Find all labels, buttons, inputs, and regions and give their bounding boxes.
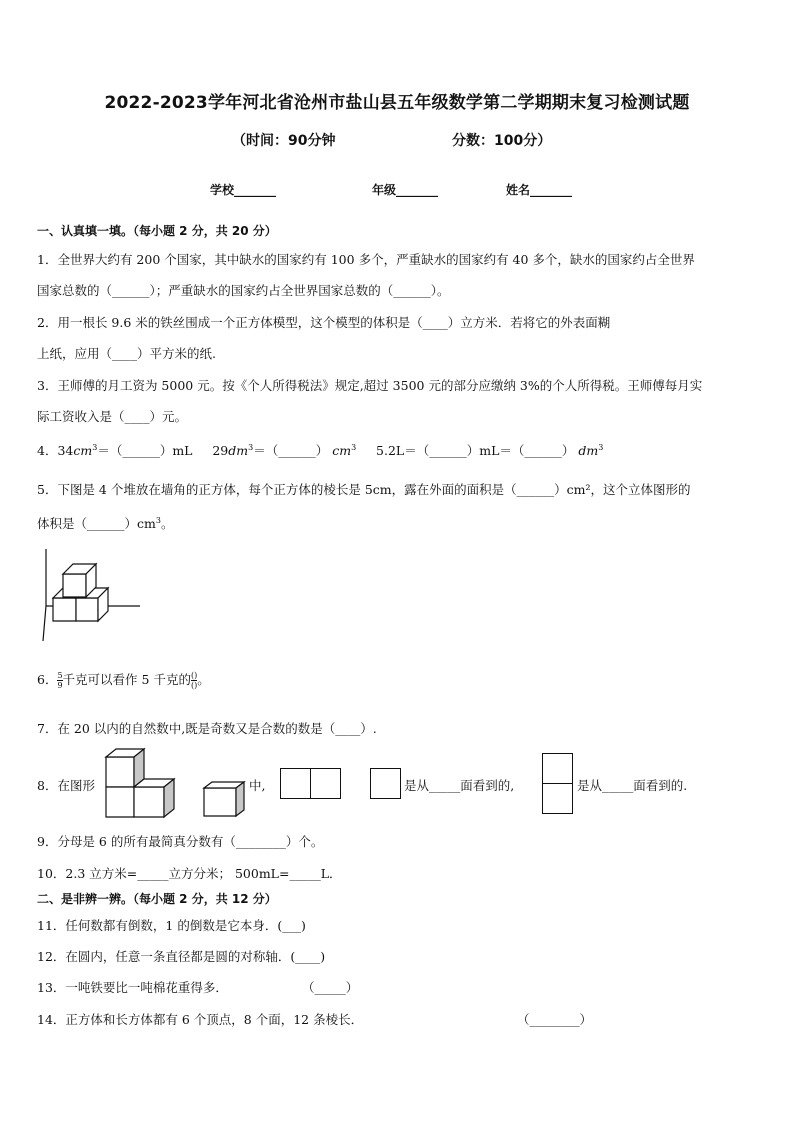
page-title: 2022-2023学年河北省沧州市盐山县五年级数学第二学期期末复习检测试题 [104, 93, 690, 113]
q6-answer-num: () [190, 671, 198, 680]
view-two-squares-right [310, 768, 341, 799]
question-8-mid: 中, [249, 778, 266, 793]
question-11: 11．任何数都有倒数，1 的倒数是它本身．(___) [37, 918, 306, 933]
question-2-line-2: 上纸，应用（____）平方米的纸. [37, 346, 216, 361]
view-two-squares-left [280, 768, 311, 799]
view-single-square [370, 768, 401, 799]
question-9: 9．分母是 6 的所有最简真分数有（________）个。 [37, 834, 324, 849]
question-14-answer[interactable]: （________） [517, 1012, 593, 1027]
q6-end: 。 [197, 672, 210, 687]
question-5-line-2 [37, 514, 173, 532]
q8-answer-2[interactable]: _____ [602, 778, 634, 793]
question-8-view-2 [577, 776, 687, 794]
q4-part-2: ＝（______）mL [97, 443, 193, 458]
q4-exp-4: 3 [598, 442, 604, 452]
q4-unit-3: cm [332, 443, 352, 458]
section-2-heading: 二、是非辨一辨。（每小题 2 分，共 12 分） [37, 892, 277, 906]
q4-exp-2: 3 [248, 442, 254, 452]
q8-seen-1: 面看到的, [460, 778, 515, 793]
view-stacked-bottom [542, 783, 573, 814]
q4-unit-1: cm [73, 443, 93, 458]
exam-score: 分数：100分） [452, 133, 552, 149]
q4-exp-3: 3 [351, 442, 357, 452]
solid-figure-step [104, 747, 182, 819]
q5-line-2-end: 。 [160, 516, 174, 531]
q4-unit-2: dm [228, 443, 249, 458]
question-7: 7．在 20 以内的自然数中,既是奇数又是合数的数是（____）. [37, 721, 377, 736]
question-2-line-1: 2．用一根长 9.6 米的铁丝围成一个正方体模型，这个模型的体积是（____）立方米．若将它的外表面糊 [37, 315, 611, 330]
q4-part-5: 5.2L＝（______）mL＝（______） [376, 443, 575, 458]
q5-exp: 3 [155, 515, 161, 525]
question-13: 13．一吨铁要比一吨棉花重得多． [37, 980, 228, 995]
q6-answer-den: () [190, 681, 198, 690]
question-12: 12．在圆内，任意一条直径都是圆的对称轴．(____) [37, 949, 326, 964]
exam-time: （时间：90分钟 [232, 133, 336, 149]
school-field[interactable]: 学校_______ [210, 183, 277, 197]
question-14: 14．正方体和长方体都有 6 个顶点，8 个面，12 条棱长． [37, 1012, 364, 1027]
q8-seen-2: 面看到的. [633, 778, 688, 793]
q4-exp-1: 3 [92, 442, 98, 452]
corner-cubes-figure [38, 546, 148, 646]
q4-unit-4: dm [578, 443, 599, 458]
q4-part-4: ＝（______） [253, 443, 329, 458]
solid-figure-cube [202, 780, 248, 818]
question-1-line-2: 国家总数的（______）；严重缺水的国家约占全世界国家总数的（______）。 [37, 283, 450, 298]
question-13-answer[interactable]: （_____） [302, 980, 359, 995]
question-8-prefix: 8．在图形 [37, 778, 95, 793]
question-3-line-1: 3．王师傅的月工资为 5000 元。按《个人所得税法》规定,超过 3500 元的部分应缴纳 3%的个人所得税。王师傅每月实 [37, 378, 703, 393]
q6-fraction-num: 5 [57, 671, 63, 680]
q4-part-3: 29 [212, 443, 229, 458]
name-field[interactable]: 姓名_______ [506, 183, 573, 197]
section-1-heading: 一、认真填一填。（每小题 2 分，共 20 分） [37, 224, 277, 238]
q8-from-2: 是从 [577, 778, 603, 793]
question-8-view-1 [404, 776, 514, 794]
grade-field[interactable]: 年级_______ [372, 183, 439, 197]
question-5-line-1: 5．下图是 4 个堆放在墙角的正方体，每个正方体的棱长是 5cm，露在外面的面积是（______）cm²，这个立体图形的 [37, 482, 691, 497]
question-1-line-1: 1．全世界大约有 200 个国家，其中缺水的国家约有 100 多个，严重缺水的国家约有 40 多个，缺水的国家约占全世界 [37, 252, 695, 267]
question-4 [37, 441, 603, 459]
question-10: 10．2.3 立方米=_____立方分米； 500mL=_____L． [37, 866, 342, 881]
view-stacked-top [542, 753, 573, 784]
question-3-line-2: 际工资收入是（____）元。 [37, 409, 188, 424]
q6-prefix: 6． [37, 672, 58, 687]
q8-answer-1[interactable]: _____ [429, 778, 461, 793]
q5-line-2-text: 体积是（______）cm [37, 516, 156, 531]
q4-part-1: 4．34 [37, 443, 74, 458]
q8-from-1: 是从 [404, 778, 430, 793]
question-6 [37, 670, 210, 690]
q6-fraction-den: 9 [57, 681, 63, 690]
q6-text: 千克可以看作 5 千克的 [62, 672, 191, 687]
